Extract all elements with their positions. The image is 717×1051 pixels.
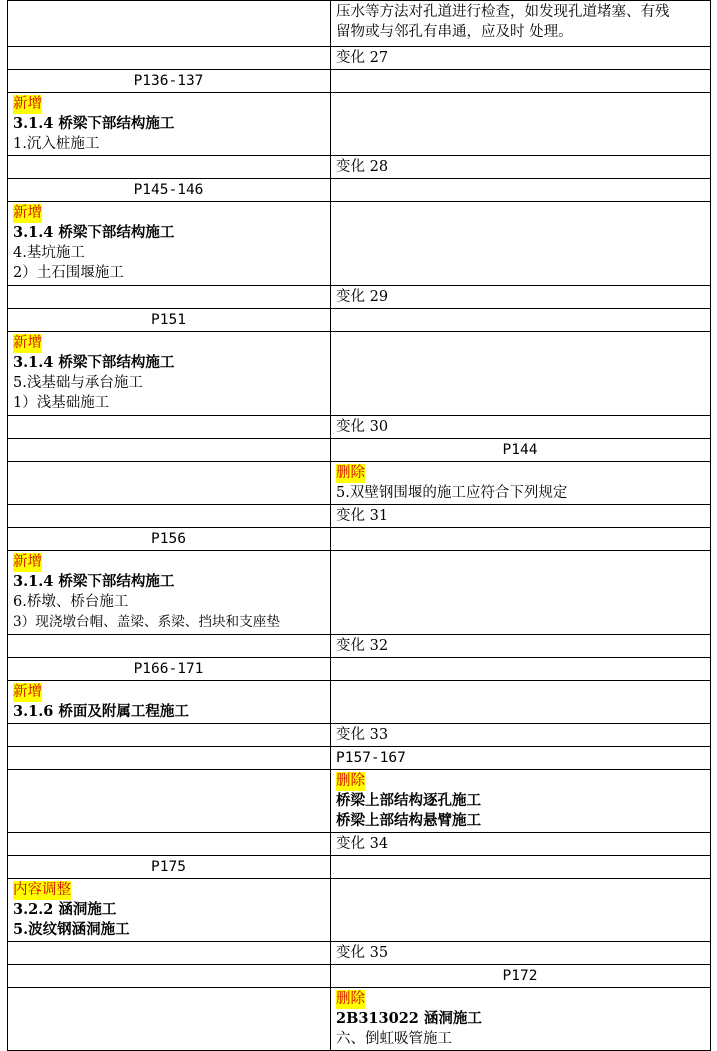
change-label: 变化 30: [331, 416, 711, 439]
added-content: [8, 93, 331, 156]
text-line: 六、倒虹吸管施工: [336, 1031, 452, 1047]
status-badge: 删除: [336, 773, 365, 789]
change-label: 变化 34: [331, 833, 711, 856]
page-reference: P157-167: [331, 747, 711, 770]
page-row: [8, 747, 711, 770]
empty-cell: [331, 658, 711, 681]
deleted-content: [331, 770, 711, 833]
text-line: 1）浅基础施工: [13, 395, 110, 411]
text-line: 2）土石围堰施工: [13, 265, 124, 281]
text-line: 留物或与邻孔有串通，应及时 处理。: [336, 24, 573, 40]
page-row: [8, 965, 711, 988]
change-header-row: [8, 635, 711, 658]
status-badge: 新增: [13, 554, 42, 570]
empty-cell: [8, 156, 331, 179]
page-row: [8, 528, 711, 551]
text-line: 3.2.2 涵洞施工: [13, 901, 117, 918]
added-content: [8, 551, 331, 635]
change-label: 变化 31: [331, 505, 711, 528]
empty-cell: [331, 179, 711, 202]
deleted-content: [331, 988, 711, 1051]
empty-cell: [331, 856, 711, 879]
content-row: [8, 332, 711, 416]
content-row: [8, 462, 711, 505]
empty-cell: [8, 724, 331, 747]
change-header-row: [8, 724, 711, 747]
change-label: 变化 29: [331, 286, 711, 309]
empty-cell: [8, 286, 331, 309]
content-row: [8, 551, 711, 635]
change-header-row: [8, 416, 711, 439]
empty-cell: [331, 202, 711, 286]
change-table: [7, 0, 711, 1051]
change-header-row: [8, 286, 711, 309]
page-reference: P145-146: [8, 179, 331, 202]
content-row: [8, 879, 711, 942]
change-label: 变化 28: [331, 156, 711, 179]
text-line: 3）现浇墩台帽、盖梁、系梁、挡块和支座垫: [13, 614, 280, 630]
empty-cell: [8, 965, 331, 988]
deleted-content: [331, 462, 711, 505]
status-badge: 内容调整: [13, 882, 71, 898]
text-line: 5.波纹钢涵洞施工: [13, 921, 130, 938]
page-row: [8, 309, 711, 332]
text-line: 2B313022 涵洞施工: [336, 1010, 482, 1027]
status-badge: 新增: [13, 205, 42, 221]
empty-cell: [331, 681, 711, 724]
empty-cell: [331, 879, 711, 942]
page-reference: P136-137: [8, 70, 331, 93]
empty-cell: [331, 93, 711, 156]
text-line: 6.桥墩、桥台施工: [13, 594, 129, 610]
content-row: [8, 770, 711, 833]
page-reference: P151: [8, 309, 331, 332]
empty-cell: [8, 416, 331, 439]
page-row: [8, 439, 711, 462]
content-row: [8, 988, 711, 1051]
text-line: 4.基坑施工: [13, 245, 85, 261]
empty-cell: [331, 551, 711, 635]
status-badge: 新增: [13, 335, 42, 351]
page-reference: P144: [331, 439, 711, 462]
text-line: 5.浅基础与承台施工: [13, 375, 143, 391]
empty-cell: [8, 462, 331, 505]
page-reference: P175: [8, 856, 331, 879]
section-heading: 3.1.4 桥梁下部结构施工: [13, 573, 175, 590]
empty-cell: [8, 635, 331, 658]
empty-cell: [331, 528, 711, 551]
added-content: [8, 202, 331, 286]
empty-cell: [8, 988, 331, 1051]
status-badge: 删除: [336, 465, 365, 481]
text-line: 桥梁上部结构悬臂施工: [336, 812, 481, 829]
change-header-row: [8, 942, 711, 965]
adjusted-content: [8, 879, 331, 942]
page-row: [8, 658, 711, 681]
change-label: 变化 35: [331, 942, 711, 965]
page-row: [8, 856, 711, 879]
empty-cell: [8, 770, 331, 833]
empty-cell: [331, 309, 711, 332]
page-row: [8, 70, 711, 93]
status-badge: 新增: [13, 684, 42, 700]
change-header-row: [8, 47, 711, 70]
empty-cell: [8, 47, 331, 70]
status-badge: 新增: [13, 96, 42, 112]
change-label: 变化 27: [331, 47, 711, 70]
empty-cell: [8, 747, 331, 770]
continuation-text: [331, 1, 711, 47]
text-line: 5.双壁钢围堰的施工应符合下列规定: [336, 485, 568, 501]
change-label: 变化 32: [331, 635, 711, 658]
comparison-sheet: [7, 0, 710, 1051]
empty-cell: [8, 942, 331, 965]
added-content: [8, 332, 331, 416]
content-row: [8, 93, 711, 156]
text-line: 1.沉入桩施工: [13, 136, 100, 152]
text-line: 桥梁上部结构逐孔施工: [336, 792, 481, 809]
added-content: [8, 681, 331, 724]
page-reference: P166-171: [8, 658, 331, 681]
empty-cell: [8, 439, 331, 462]
page-reference: P172: [331, 965, 711, 988]
section-heading: 3.1.4 桥梁下部结构施工: [13, 224, 175, 241]
section-heading: 3.1.4 桥梁下部结构施工: [13, 115, 175, 132]
empty-cell: [331, 70, 711, 93]
page-reference: P156: [8, 528, 331, 551]
change-header-row: [8, 156, 711, 179]
change-header-row: [8, 833, 711, 856]
status-badge: 删除: [336, 991, 365, 1007]
continuation-row: [8, 1, 711, 47]
empty-cell: [8, 505, 331, 528]
page-row: [8, 179, 711, 202]
change-label: 变化 33: [331, 724, 711, 747]
content-row: [8, 202, 711, 286]
section-heading: 3.1.4 桥梁下部结构施工: [13, 354, 175, 371]
empty-cell: [8, 833, 331, 856]
section-heading: 3.1.6 桥面及附属工程施工: [13, 703, 189, 720]
change-header-row: [8, 505, 711, 528]
empty-cell: [331, 332, 711, 416]
content-row: [8, 681, 711, 724]
text-line: 压水等方法对孔道进行检查，如发现孔道堵塞、有残: [336, 4, 670, 20]
empty-cell: [8, 1, 331, 47]
